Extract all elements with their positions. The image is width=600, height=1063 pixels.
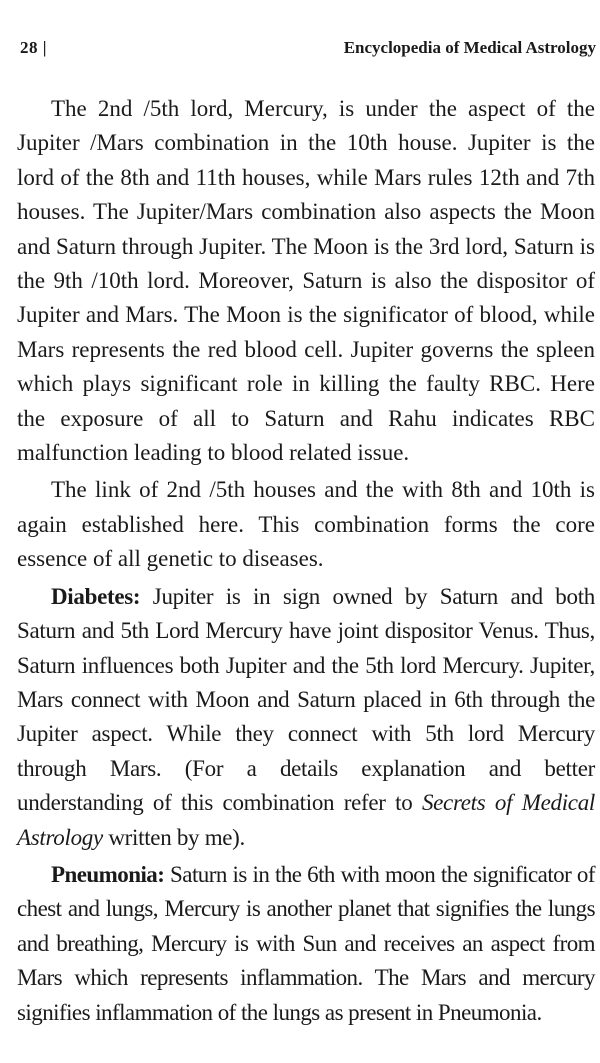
page-header bbox=[20, 38, 596, 64]
paragraph-pneumonia bbox=[17, 858, 595, 1030]
paragraph-genetic-link bbox=[17, 473, 595, 576]
page-number: 28 | bbox=[20, 38, 47, 57]
book-title: Encyclopedia of Medical Astrology bbox=[343, 38, 596, 57]
page-body bbox=[17, 92, 595, 1030]
paragraph-mercury-aspects bbox=[17, 92, 595, 470]
diabetes-heading: Diabetes: bbox=[51, 583, 141, 609]
paragraph-text: The 2nd /5th lord, Mercury, is under the aspect of the Jupiter /Mars combination in the 10th house. Jupiter is the lord of the 8th and 11th houses, while Mars rules 12th and 7th houses. The Jupiter/Mars combination also aspects the Moon and Saturn through Jupiter. The Moon is the 3rd lord, Saturn is the 9th /10th lord. Moreover, Saturn is also the dispositor of Jupiter and Mars. The Moon is the significator of blood, while Mars represents the red blood cell. Jupiter governs the spleen which plays significant role in killing the faulty RBC. Here the exposure of all to Saturn and Rahu indicates RBC malfunction leading to blood related issue. bbox=[17, 96, 595, 466]
paragraph-diabetes bbox=[17, 580, 595, 855]
paragraph-text: Saturn is in the 6th with moon the significator of chest and lungs, Mercury is another planet that signifies the lungs and breathing, Mercury is with Sun and receives an aspect from Mars which represents inflammation. The Mars and mercury signifies inflammation of the lungs as present in Pneumonia. bbox=[17, 861, 595, 1025]
paragraph-text-end: written by me). bbox=[102, 824, 245, 850]
book-reference: Secrets of Medical Astrology bbox=[17, 790, 595, 850]
paragraph-text: Jupiter is in sign owned by Saturn and both Saturn and 5th Lord Mercury have joint dispositor Venus. Thus, Saturn influences both Jupiter and the 5th lord Mercury. Jupiter, Mars connect with Moon and Saturn placed in 6th through the Jupiter aspect. While they connect with 5th lord Mercury through Mars. (For a details explanation and better understanding of this combination refer to bbox=[17, 583, 595, 816]
paragraph-text: The link of 2nd /5th houses and the with 8th and 10th is again established here. This combination forms the core essence of all genetic to diseases. bbox=[17, 477, 595, 572]
pneumonia-heading: Pneumonia: bbox=[51, 861, 165, 887]
